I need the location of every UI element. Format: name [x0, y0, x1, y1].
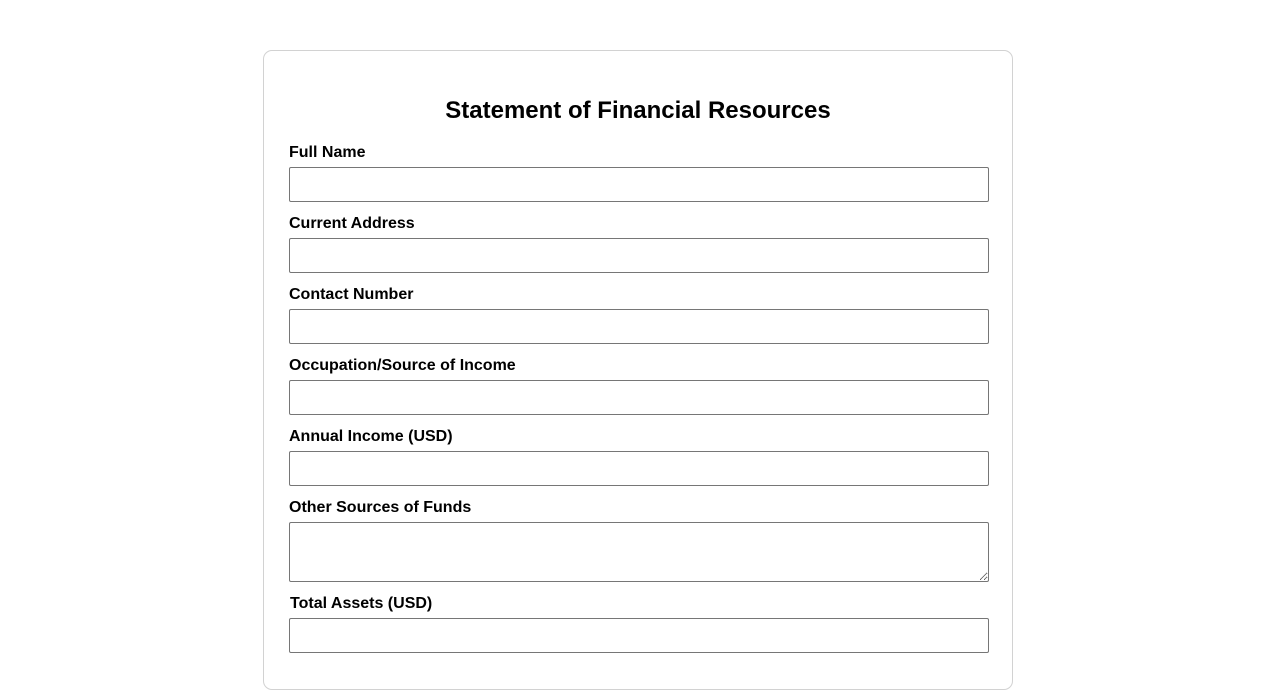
- other-sources-textarea[interactable]: [289, 522, 989, 582]
- field-full-name: [289, 144, 989, 202]
- total-assets-label: Total Assets (USD): [290, 595, 433, 612]
- occupation-label: Occupation/Source of Income: [289, 357, 516, 374]
- form-title: Statement of Financial Resources: [445, 97, 831, 124]
- financial-form-card: [263, 50, 1013, 690]
- contact-number-label: Contact Number: [289, 286, 414, 303]
- occupation-input[interactable]: [289, 380, 989, 415]
- annual-income-input[interactable]: [289, 451, 989, 486]
- total-assets-input[interactable]: [289, 618, 989, 653]
- annual-income-label: Annual Income (USD): [289, 428, 453, 445]
- field-total-assets: [290, 595, 990, 653]
- contact-number-input[interactable]: [289, 309, 989, 344]
- current-address-input[interactable]: [289, 238, 989, 273]
- full-name-input[interactable]: [289, 167, 989, 202]
- field-current-address: [289, 215, 989, 273]
- field-annual-income: [289, 428, 989, 486]
- full-name-label: Full Name: [289, 144, 366, 161]
- other-sources-label: Other Sources of Funds: [289, 499, 472, 516]
- current-address-label: Current Address: [289, 215, 415, 232]
- field-other-sources: [289, 499, 989, 582]
- field-contact-number: [289, 286, 989, 344]
- field-occupation: [289, 357, 989, 415]
